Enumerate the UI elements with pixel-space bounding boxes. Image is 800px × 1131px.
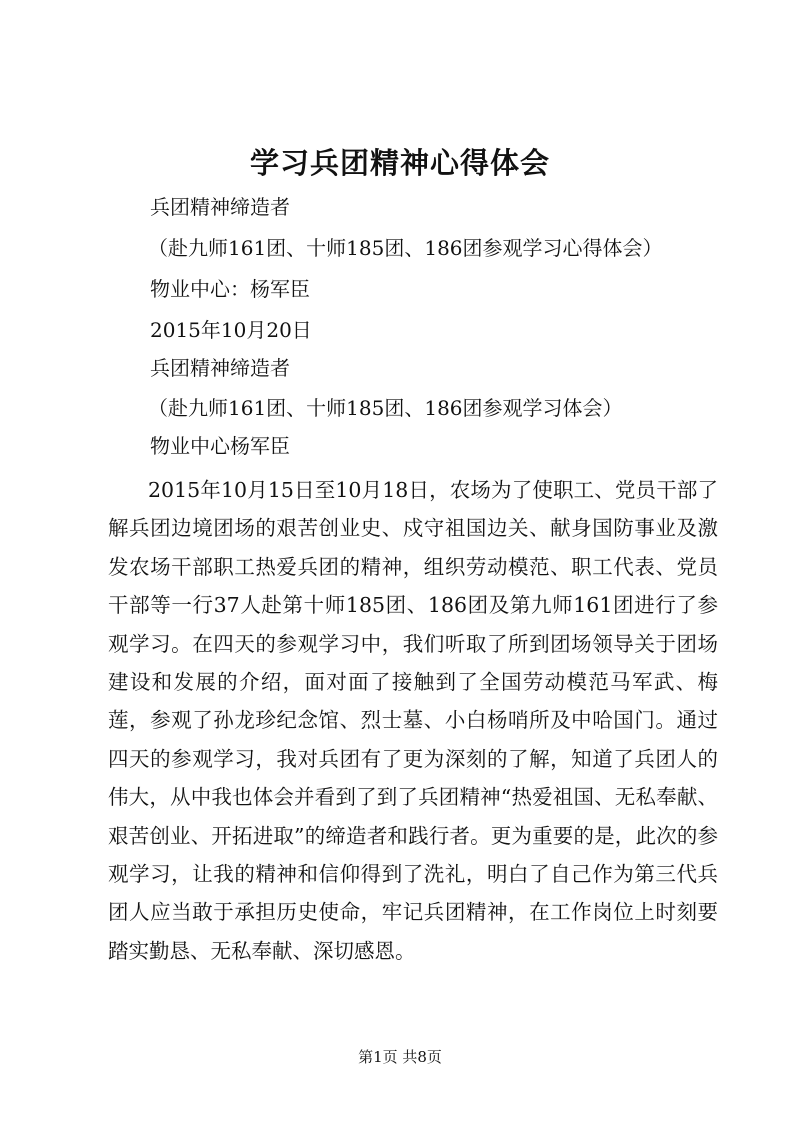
header-line-subtitle-repeat: 兵团精神缔造者 <box>150 356 290 380</box>
header-line-author: 物业中心：杨军臣 <box>150 277 310 301</box>
header-line-subtitle-note: （赴九师161团、十师185团、186团参观学习心得体会） <box>148 236 663 260</box>
header-line-date: 2015年10月20日 <box>150 318 312 342</box>
document-title: 学习兵团精神心得体会 <box>249 146 550 180</box>
page-footer: 第1页 共8页 <box>358 1048 442 1066</box>
header-line-subtitle-note-repeat: （赴九师161团、十师185团、186团参观学习体会） <box>148 396 623 420</box>
body-paragraph: 2015年10月15日至10月18日，农场为了使职工、党员干部了解兵团边境团场的艰苦创业史、戍守祖国边关、献身国防事业及激发农场干部职工热爱兵团的精神，组织劳动模范、职工代表、党员干部等一行37人赴第十师185团、186团及第九师161团进行了参观学习。在四天的参观学习中，我们听取了所到团场领导关于团场建设和发展的介绍，面对面了接触到了全国劳动模范马军武、梅莲，参观了孙龙珍纪念馆、烈士墓、小白杨哨所及中哈国门。通过四天的参观学习，我对兵团有了更为深刻的了解，知道了兵团人的伟大，从中我也体会并看到了到了兵团精神“热爱祖国、无私奉献、艰苦创业、开拓进取”的缔造者和践行者。更为重要的是，此次的参观学习，让我的精神和信仰得到了洗礼，明白了自己作为第三代兵团人应当敢于承担历史使命，牢记兵团精神，在工作岗位上时刻要踏实勤恳、无私奉献、深切感恩。 <box>108 478 718 963</box>
header-line-subtitle: 兵团精神缔造者 <box>150 195 290 219</box>
header-line-author-repeat: 物业中心杨军臣 <box>150 434 290 458</box>
